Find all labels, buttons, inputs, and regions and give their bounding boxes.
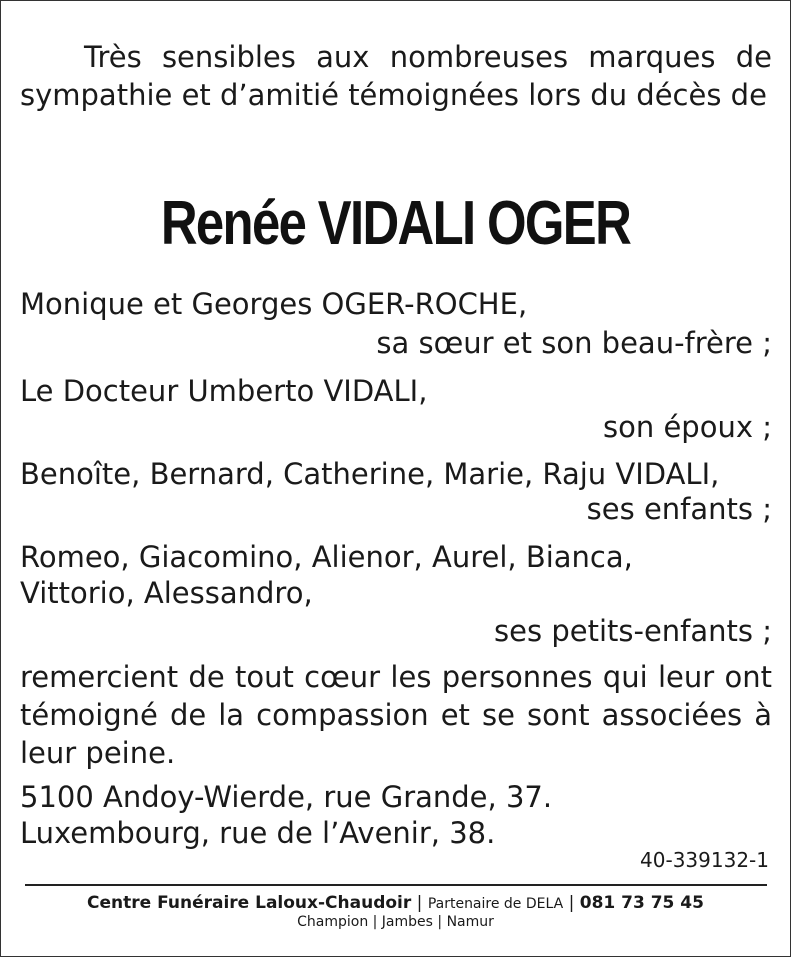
separator-2: | [568,893,575,913]
company-name: Centre Funéraire Laloux-Chaudoir [87,893,412,913]
partner-text: Partenaire de DELA [427,896,564,912]
family-names-3: Benoîte, Bernard, Catherine, Marie, Raju VIDALI, [20,457,720,491]
family-names-2: Le Docteur Umberto VIDALI, [20,374,428,408]
family-names-4b: Vittorio, Alessandro, [20,576,313,610]
intro-text: Très sensibles aux nombreuses marques de sympathie et d’amitié témoignées lors du décès de [20,40,772,112]
footer-divider [25,884,767,886]
family-relation-4: ses petits-enfants ; [494,614,772,648]
address-1: 5100 Andoy-Wierde, rue Grande, 37. [20,780,553,814]
separator-1: | [416,893,423,913]
phone-number: 081 73 75 45 [579,893,704,913]
family-relation-2: son époux ; [603,410,772,444]
family-relation-3: ses enfants ; [586,492,772,526]
family-names-1: Monique et Georges OGER-ROCHE, [20,287,528,321]
family-relation-1: sa sœur et son beau-frère ; [376,326,772,360]
thanks-text: remercient de tout cœur les personnes qui leur ont témoigné de la compassion et se sont associées à leur peine. [20,660,772,770]
footer-line [0,892,791,915]
address-2: Luxembourg, rue de l’Avenir, 38. [20,816,496,850]
deceased-name: Renée VIDALI OGER [160,189,631,258]
family-names-4a: Romeo, Giacomino, Alienor, Aurel, Bianca, [20,540,633,574]
footer-locations: Champion | Jambes | Namur [297,914,494,930]
reference-number: 40-339132-1 [640,848,769,872]
